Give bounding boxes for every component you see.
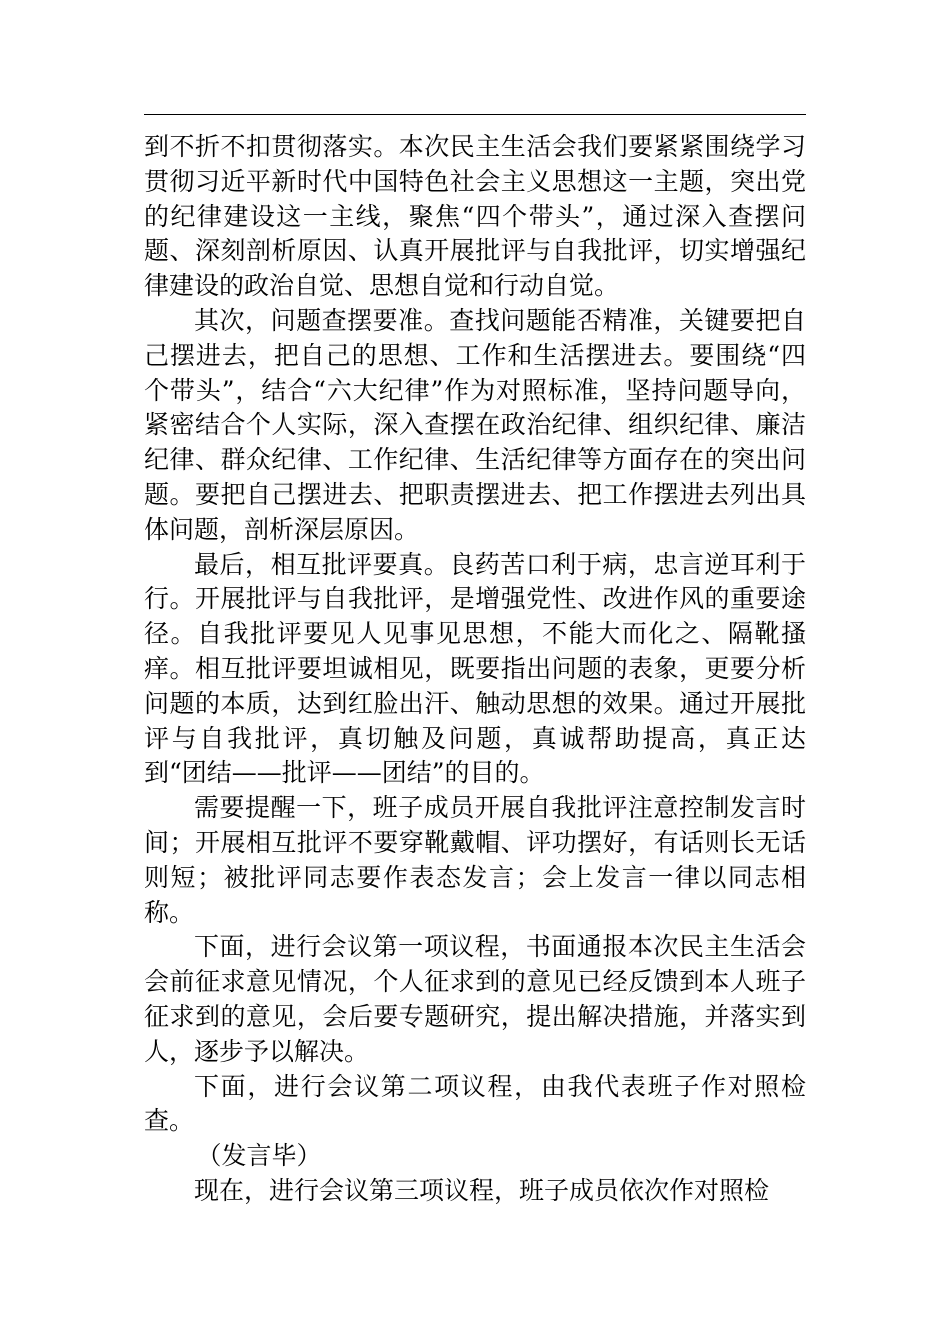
paragraph-agenda-one: 下面，进行会议第一项议程，书面通报本次民主生活会会前征求意见情况，个人征求到的意见已经反馈到本人班子征求到的意见，会后要专题研究，提出解决措施，并落实到人，逐步予以解决。 — [144, 932, 806, 1066]
paragraph-reminder: 需要提醒一下，班子成员开展自我批评注意控制发言时间；开展相互批评不要穿靴戴帽、评功摆好，有话则长无话则短；被批评同志要作表态发言；会上发言一律以同志相称。 — [144, 793, 806, 927]
paragraph-problem-finding: 其次，问题查摆要准。查找问题能否精准，关键要把自己摆进去，把自己的思想、工作和生活摆进去。要围绕“四个带头”，结合“六大纪律”作为对照标准，坚持问题导向，紧密结合个人实际，深入查摆在政治纪律、组织纪律、廉洁纪律、群众纪律、工作纪律、生活纪律等方面存在的突出问题。要把自己摆进去、把职责摆进去、把工作摆进去列出具体问题，剖析深层原因。 — [144, 305, 806, 544]
paragraph-mutual-criticism: 最后，相互批评要真。良药苦口利于病，忠言逆耳利于行。开展批评与自我批评，是增强党性、改进作风的重要途径。自我批评要见人见事见思想，不能大而化之、隔靴搔痒。相互批评要坦诚相见，既要指出问题的表象，更要分析问题的本质，达到红脸出汗、触动思想的效果。通过开展批评与自我批评，真切触及问题，真诚帮助提高，真正达到“团结——批评——团结”的目的。 — [144, 549, 806, 788]
header-rule — [144, 114, 806, 115]
paragraph-speech-end-note: （发言毕） — [196, 1141, 322, 1171]
paragraph-agenda-two: 下面，进行会议第二项议程，由我代表班子作对照检查。 — [144, 1071, 806, 1136]
paragraph-agenda-three: 现在，进行会议第三项议程，班子成员依次作对照检 — [194, 1175, 770, 1205]
paragraph-continuation: 到不折不扣贯彻落实。本次民主生活会我们要紧紧围绕学习贯彻习近平新时代中国特色社会主义思想这一主题，突出党的纪律建设这一主线，聚焦“四个带头”，通过深入查摆问题、深刻剖析原因、认真开展批评与自我批评，切实增强纪律建设的政治自觉、思想自觉和行动自觉。 — [144, 132, 806, 301]
document-body — [144, 130, 806, 1209]
